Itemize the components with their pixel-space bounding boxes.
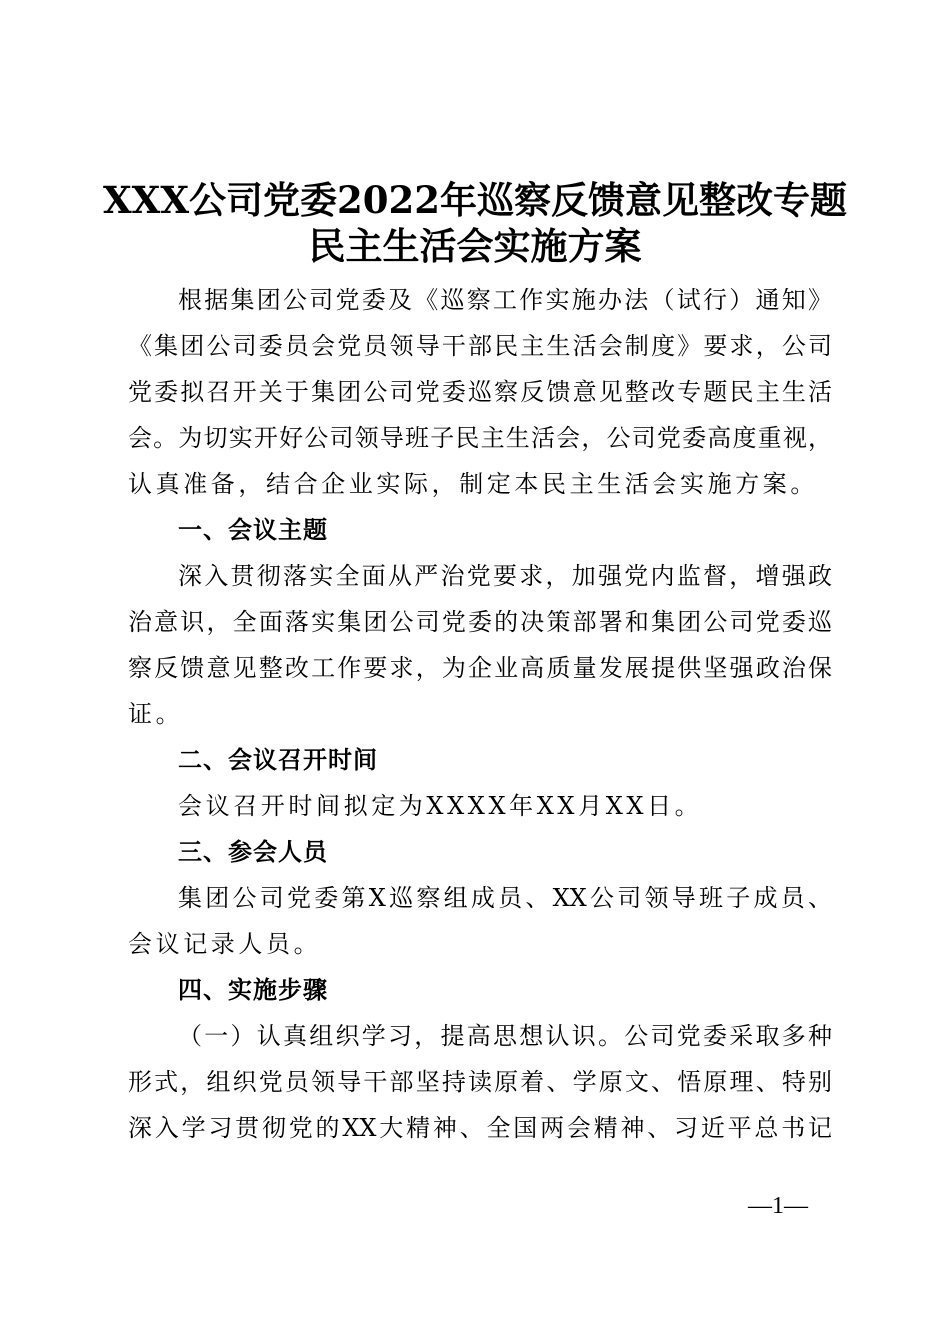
intro-line-3: 党委拟召开关于集团公司党委巡察反馈意见整改专题民主生活	[128, 378, 832, 406]
page-number: —1—	[748, 1193, 808, 1219]
section-topic-line-4: 证。	[128, 700, 184, 728]
intro-line-5: 认真准备，结合企业实际，制定本民主生活会实施方案。	[128, 470, 818, 498]
section-topic-line-2: 治意识，全面落实集团公司党委的决策部署和集团公司党委巡	[128, 608, 832, 636]
document-title-line-2: 民主生活会实施方案	[308, 224, 642, 268]
intro-line-1: 根据集团公司党委及《巡察工作实施办法（试行）通知》	[178, 286, 832, 314]
section-topic-line-3: 察反馈意见整改工作要求，为企业高质量发展提供坚强政治保	[128, 654, 832, 682]
section-steps-line-3: 深入学习贯彻党的XX大精神、全国两会精神、习近平总书记	[128, 1114, 832, 1142]
section-attendees-line-2: 会议记录人员。	[128, 930, 322, 958]
section-time-line-1: 会议召开时间拟定为XXXX年XX月XX日。	[178, 792, 703, 820]
section-heading-steps: 四、实施步骤	[178, 976, 328, 1004]
section-attendees-line-1: 集团公司党委第X巡察组成员、XX公司领导班子成员、	[178, 884, 832, 912]
section-heading-time: 二、会议召开时间	[178, 746, 378, 774]
section-heading-attendees: 三、参会人员	[178, 838, 328, 866]
intro-line-2: 《集团公司委员会党员领导干部民主生活会制度》要求，公司	[128, 332, 832, 360]
section-steps-line-1: （一）认真组织学习，提高思想认识。公司党委采取多种	[178, 1022, 832, 1050]
section-heading-topic: 一、会议主题	[178, 516, 328, 544]
section-steps-line-2: 形式，组织党员领导干部坚持读原着、学原文、悟原理、特别	[128, 1068, 832, 1096]
section-topic-line-1: 深入贯彻落实全面从严治党要求，加强党内监督，增强政	[178, 562, 832, 590]
intro-line-4: 会。为切实开好公司领导班子民主生活会，公司党委高度重视，	[128, 424, 832, 452]
document-title-line-1: XXX公司党委2022年巡察反馈意见整改专题	[102, 178, 848, 222]
